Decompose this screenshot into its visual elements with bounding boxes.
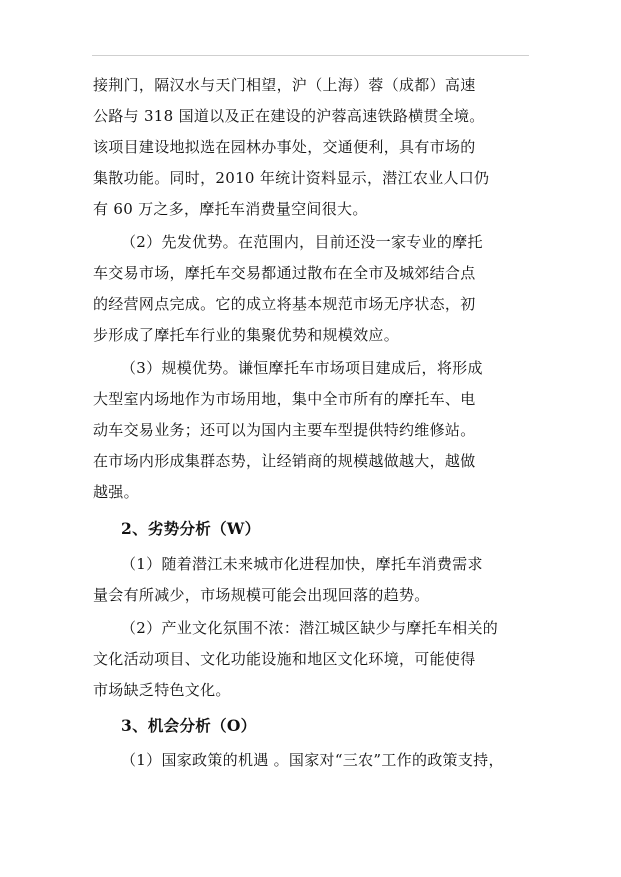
header-divider (92, 55, 529, 56)
paragraph-line: 动车交易业务；还可以为国内主要车型提供特约维修站。 (93, 421, 476, 439)
paragraph-line: （3）规模优势。谦恒摩托车市场项目建成后，将形成 (121, 359, 483, 377)
paragraph-line: 步形成了摩托车行业的集聚优势和规模效应。 (93, 326, 400, 344)
section-heading: 3、机会分析（O） (121, 716, 257, 735)
paragraph-line: （2）产业文化氛围不浓：潜江城区缺少与摩托车相关的 (121, 619, 499, 637)
paragraph-line: 该项目建设地拟选在园林办事处，交通便利，具有市场的 (93, 138, 476, 156)
paragraph-line: 的经营网点完成。它的成立将基本规范市场无序状态，初 (93, 295, 476, 313)
paragraph-line: （1）随着潜江未来城市化进程加快，摩托车消费需求 (121, 555, 483, 573)
paragraph-line: 大型室内场地作为市场用地，集中全市所有的摩托车、电 (93, 390, 476, 408)
paragraph-line: 越强。 (93, 483, 139, 501)
paragraph-line: 文化活动项目、文化功能设施和地区文化环境，可能使得 (93, 650, 476, 668)
paragraph-line: 公路与 318 国道以及正在建设的沪蓉高速铁路横贯全境。 (93, 107, 485, 125)
paragraph-line: 市场缺乏特色文化。 (93, 681, 231, 699)
paragraph-line: 集散功能。同时，2010 年统计资料显示，潜江农业人口仍 (93, 169, 490, 187)
paragraph-line: 在市场内形成集群态势，让经销商的规模越做越大，越做 (93, 452, 476, 470)
paragraph-line: 有 60 万之多，摩托车消费量空间很大。 (93, 200, 368, 218)
section-heading: 2、劣势分析（W） (121, 519, 261, 538)
paragraph-line: 接荆门，隔汉水与天门相望，沪（上海）蓉（成都）高速 (93, 76, 476, 94)
paragraph-line: 车交易市场，摩托车交易都通过散布在全市及城郊结合点 (93, 264, 476, 282)
paragraph-line: 量会有所减少，市场规模可能会出现回落的趋势。 (93, 586, 430, 604)
paragraph-line: （2）先发优势。在范围内，目前还没一家专业的摩托 (121, 233, 483, 251)
paragraph-line: （1）国家政策的机遇 。国家对“三农”工作的政策支持， (121, 751, 504, 769)
